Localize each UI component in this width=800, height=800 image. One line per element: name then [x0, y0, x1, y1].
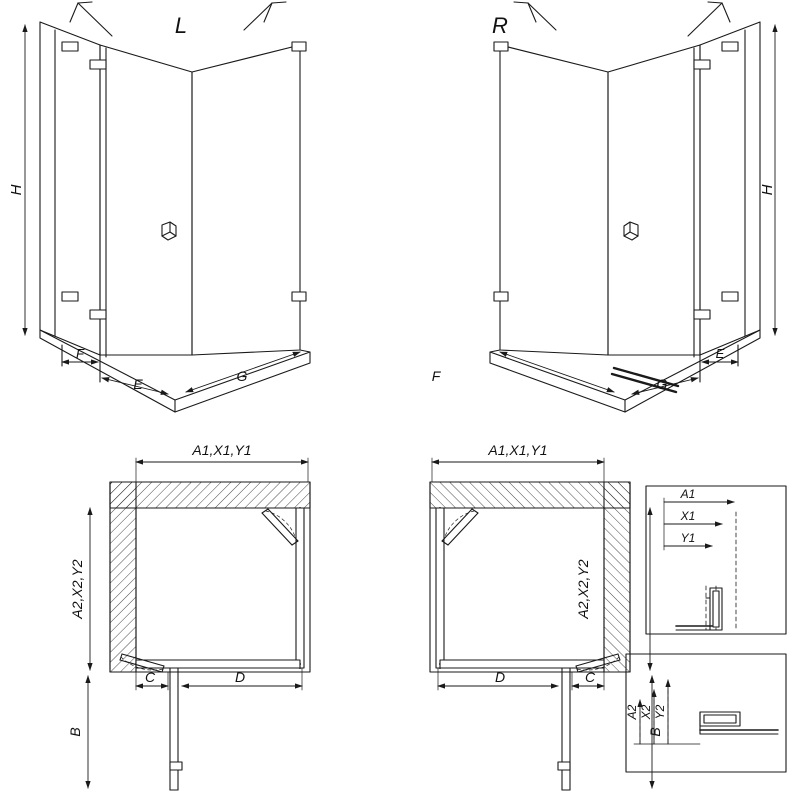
- detail-bottom-dim-Y2: Y2: [653, 704, 667, 720]
- plan-left-dim-B: B: [67, 727, 83, 737]
- plan-left-top-dim: A1,X1,Y1: [192, 442, 252, 458]
- plan-left-dim-C: C: [144, 669, 156, 685]
- plan-left-dim-D: D: [234, 669, 246, 685]
- iso-right-variant-label: R: [492, 13, 508, 38]
- plan-right-top-dim: A1,X1,Y1: [488, 442, 548, 458]
- iso-right-dim-H: H: [759, 184, 776, 196]
- detail-top-dim-Y1: Y1: [680, 531, 696, 545]
- detail-top-dim-A1: A1: [680, 487, 696, 501]
- iso-left-dim-H: H: [8, 184, 25, 196]
- plan-left-side-dim: A2,X2,Y2: [69, 559, 85, 619]
- iso-left-dim-F: F: [76, 346, 84, 361]
- iso-view-left: [8, 2, 310, 412]
- iso-right-dim-E: G: [656, 376, 668, 392]
- iso-right-dim-F: E: [715, 346, 725, 361]
- plan-view-right: [430, 458, 652, 790]
- detail-bottom-dim-A2: A2: [625, 704, 639, 720]
- iso-view-right: [490, 2, 775, 412]
- iso-left-dim-G: G: [236, 368, 248, 384]
- detail-bottom-dim-X2: X2: [639, 704, 653, 720]
- iso-left-variant-label: L: [174, 13, 188, 38]
- iso-left-dim-E: E: [133, 376, 143, 392]
- iso-view-right-labels: [432, 13, 776, 392]
- plan-view-left: [67, 442, 310, 790]
- plan-right-dim-B: B: [647, 727, 663, 737]
- iso-right-dim-G: F: [431, 368, 441, 384]
- plan-right-side-dim: A2,X2,Y2: [575, 559, 591, 619]
- detail-view-top: [646, 486, 786, 634]
- plan-right-dim-C: C: [584, 669, 596, 685]
- detail-view-bottom: [625, 654, 786, 772]
- plan-right-dim-D: D: [494, 669, 506, 685]
- detail-top-dim-X1: X1: [680, 509, 696, 523]
